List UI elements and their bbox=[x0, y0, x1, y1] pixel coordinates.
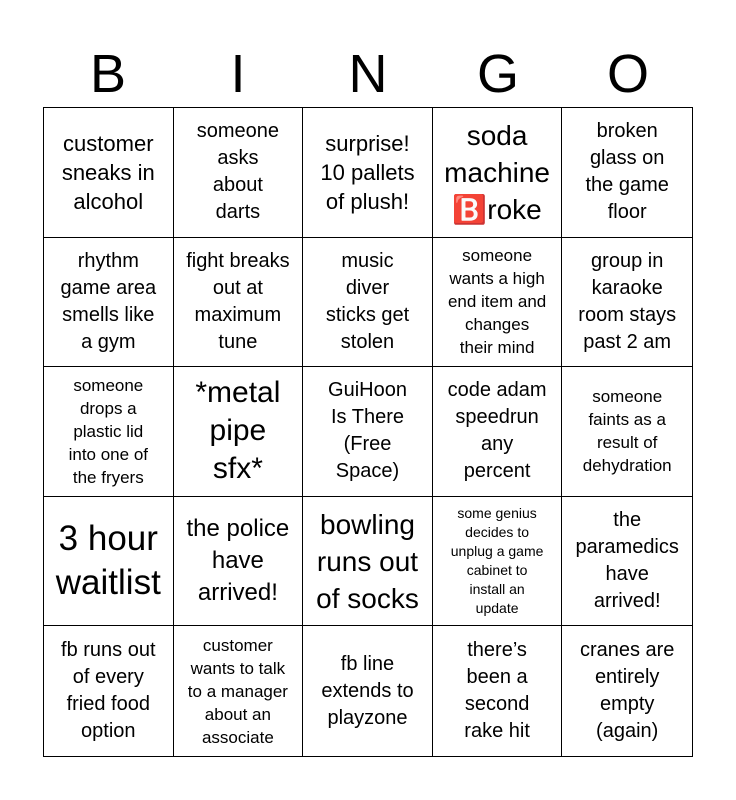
bingo-cell-r1-c4[interactable] bbox=[433, 108, 563, 238]
cell-text: rhythm game area smells like a gym bbox=[60, 249, 157, 353]
bingo-cell-r3-c4[interactable] bbox=[433, 367, 563, 497]
header-letter-b: B bbox=[89, 44, 127, 104]
cell-text: customer sneaks in alcohol bbox=[61, 130, 155, 214]
bingo-header bbox=[43, 40, 693, 108]
cell-text: someone drops a plastic lid into one of the fryers bbox=[68, 375, 148, 487]
cell-text: some genius decides to unplug a game cabinet to install an update bbox=[450, 505, 544, 617]
cell-text: cranes are entirely empty (again) bbox=[579, 639, 675, 743]
cell-text: music diver sticks get stolen bbox=[325, 249, 410, 353]
bingo-cell-r2-c4[interactable] bbox=[433, 238, 563, 368]
bingo-cell-r3-c1[interactable] bbox=[44, 367, 174, 497]
header-letter-i: I bbox=[230, 44, 246, 104]
cell-text: group in karaoke room stays past 2 am bbox=[578, 249, 677, 353]
cell-text: fb runs out of every fried food option bbox=[61, 639, 156, 743]
bingo-cell-r4-c1[interactable] bbox=[44, 497, 174, 627]
cell-text: broken glass on the game floor bbox=[585, 120, 669, 224]
bingo-cell-r5-c1[interactable] bbox=[44, 626, 174, 756]
cell-text: soda machine 🅱️roke bbox=[444, 119, 551, 225]
bingo-cell-r1-c5[interactable] bbox=[562, 108, 692, 238]
bingo-cell-r5-c4[interactable] bbox=[433, 626, 563, 756]
header-letter-g: G bbox=[476, 44, 519, 104]
bingo-cell-r4-c2[interactable] bbox=[174, 497, 304, 627]
bingo-cell-r2-c2[interactable] bbox=[174, 238, 304, 368]
cell-text: customer wants to talk to a manager about an associate bbox=[187, 635, 288, 747]
bingo-cell-r1-c1[interactable] bbox=[44, 108, 174, 238]
bingo-cell-r2-c1[interactable] bbox=[44, 238, 174, 368]
cell-text: there’s been a second rake hit bbox=[464, 639, 530, 743]
header-letter-o: O bbox=[606, 44, 649, 104]
cell-text: the paramedics have arrived! bbox=[575, 509, 679, 613]
bingo-cell-r3-c2[interactable] bbox=[174, 367, 304, 497]
bingo-cell-r2-c3[interactable] bbox=[303, 238, 433, 368]
bingo-cell-r1-c3[interactable] bbox=[303, 108, 433, 238]
cell-text: the police have arrived! bbox=[186, 515, 290, 607]
cell-text: someone wants a high end item and changes their mind bbox=[447, 246, 547, 358]
bingo-board bbox=[43, 107, 693, 757]
cell-text: someone faints as a result of dehydration bbox=[582, 387, 672, 476]
bingo-cell-r5-c2[interactable] bbox=[174, 626, 304, 756]
bingo-cell-r4-c5[interactable] bbox=[562, 497, 692, 627]
cell-text: surprise! 10 pallets of plush! bbox=[320, 130, 415, 214]
bingo-cell-r2-c5[interactable] bbox=[562, 238, 692, 368]
cell-text: someone asks about darts bbox=[196, 120, 280, 224]
cell-text: bowling runs out of socks bbox=[316, 508, 419, 614]
cell-text: *metal pipe sfx* bbox=[195, 376, 281, 486]
cell-text: fb line extends to playzone bbox=[321, 652, 414, 729]
bingo-cell-r3-c5[interactable] bbox=[562, 367, 692, 497]
cell-text: GuiHoon Is There (Free Space) bbox=[328, 379, 407, 483]
bingo-cell-r5-c5[interactable] bbox=[562, 626, 692, 756]
bingo-cell-r3-c3[interactable] bbox=[303, 367, 433, 497]
header-letter-n: N bbox=[348, 44, 388, 104]
bingo-cell-r4-c4[interactable] bbox=[433, 497, 563, 627]
cell-text: 3 hour waitlist bbox=[55, 519, 161, 603]
cell-text: code adam speedrun any percent bbox=[447, 379, 547, 483]
bingo-cell-r5-c3[interactable] bbox=[303, 626, 433, 756]
cell-text: fight breaks out at maximum tune bbox=[186, 249, 290, 353]
bingo-cell-r1-c2[interactable] bbox=[174, 108, 304, 238]
bingo-cell-r4-c3[interactable] bbox=[303, 497, 433, 627]
